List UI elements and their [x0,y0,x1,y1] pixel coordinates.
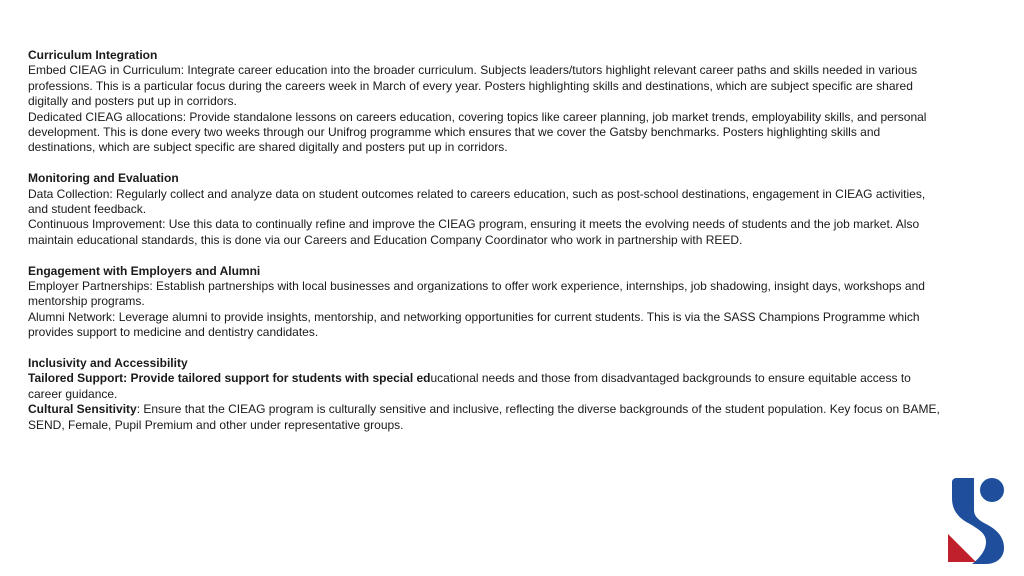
paragraph: Alumni Network: Leverage alumni to provide insights, mentorship, and networking opportunities for current students. This is via the SASS Champions Programme which provides support to medicine and dentistry candidates. [28,309,920,340]
paragraph: Tailored Support: Provide tailored support for students with special educational needs and those from disadvantaged backgrounds to ensure equitable access to career guidance. [28,371,911,401]
section-inclusivity-accessibility [28,356,948,433]
section-curriculum-integration [28,48,948,156]
paragraph: Cultural Sensitivity: Ensure that the CIEAG program is culturally sensitive and inclusive, reflecting the diverse backgrounds of the student population. Key focus on BAME, SEND, Female, Pupil Premium and other under representative groups. [28,402,940,432]
paragraph: Embed CIEAG in Curriculum: Integrate career education into the broader curriculum. Subjects leaders/tutors highlight relevant career paths and skills needed in various professions. This is a particular focus during the careers week in March of every year. Posters highlighting skills and destinations, which are subject specific are shared digitally and posters put up in corridors. [28,63,918,109]
paragraph: Continuous Improvement: Use this data to continually refine and improve the CIEAG program, ensuring it meets the evolving needs of students and the job market. Also maintain educational standards, this is done via our Careers and Education Company Coordinator who work in partnership with REED. [28,217,920,247]
paragraph: Employer Partnerships: Establish partnerships with local businesses and organizations to offer work experience, internships, job shadowing, insight days, workshops and mentorship programs. [28,279,925,309]
paragraph: Dedicated CIEAG allocations: Provide standalone lessons on careers education, covering topics like career planning, job market trends, employability skills, and personal development. This is done every two weeks through our Unifrog programme which ensures that we cover the Gatsby benchmarks. Posters highlighting skills and destinations, which are subject specific are shared digitally and posters put up in corridors. [28,109,927,155]
section-monitoring-evaluation [28,171,948,248]
section-heading: Curriculum Integration [28,48,158,62]
school-s-logo-icon [946,476,1006,564]
section-heading: Monitoring and Evaluation [28,171,179,186]
section-employers-alumni [28,264,948,341]
document-body [28,48,948,449]
section-heading: Inclusivity and Accessibility [28,356,188,371]
paragraph: Data Collection: Regularly collect and analyze data on student outcomes related to careers education, such as post-school destinations, engagement in CIEAG activities, and student feedback. [28,186,926,217]
bold-lead: Cultural Sensitivity [28,402,137,417]
section-heading: Engagement with Employers and Alumni [28,263,261,278]
bold-lead: Tailored Support: Provide tailored support for students with special ed [28,371,431,386]
